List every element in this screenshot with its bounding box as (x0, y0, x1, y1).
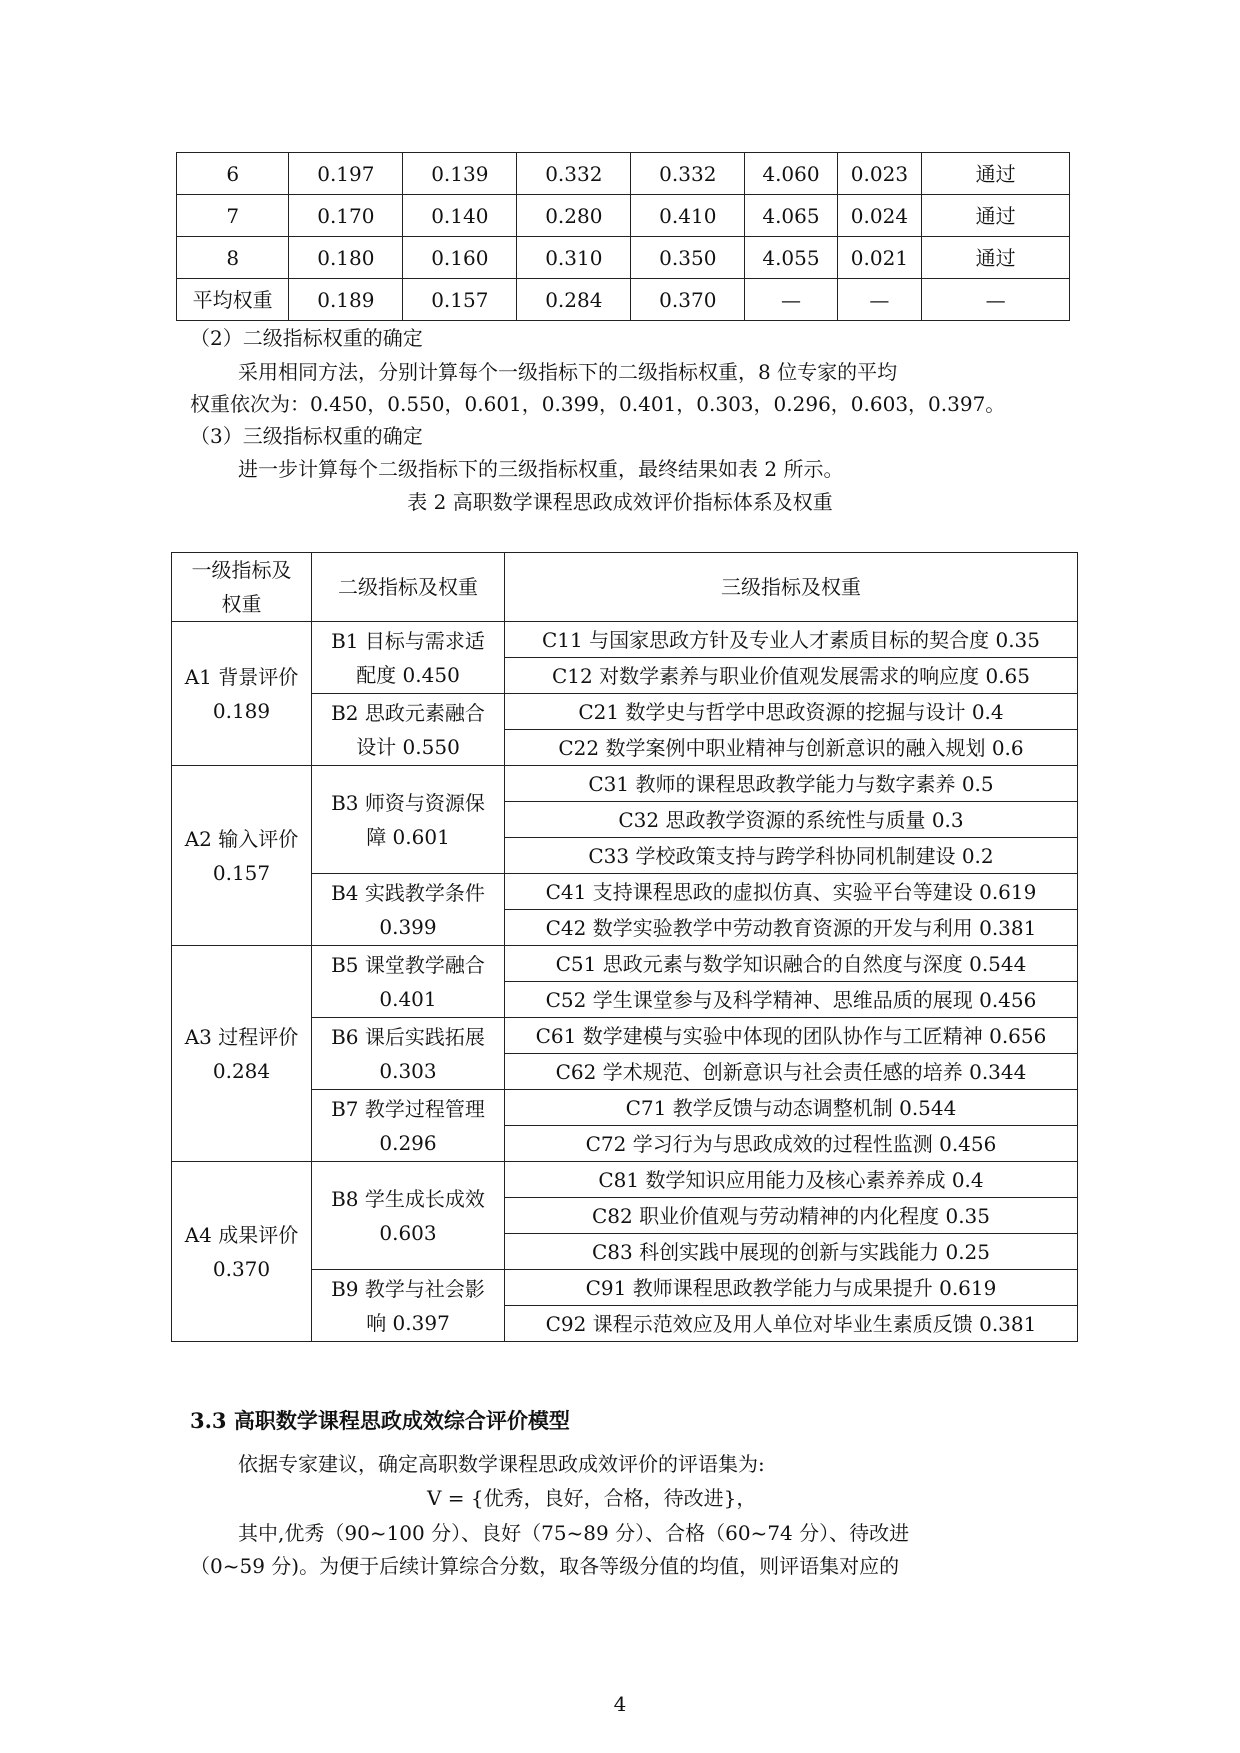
table-row (172, 622, 1078, 658)
table-cell: 0.284 (517, 279, 631, 321)
table-cell: 0.189 (289, 279, 403, 321)
table-cell: 通过 (922, 153, 1070, 195)
table-cell: — (837, 279, 922, 321)
table-cell: 0.370 (631, 279, 745, 321)
table-row (177, 279, 1070, 321)
table-cell: 平均权重 (177, 279, 289, 321)
table-cell: 0.160 (403, 237, 517, 279)
formula: V = {优秀，良好，合格，待改进}， (427, 1486, 757, 1510)
table-cell: 8 (177, 237, 289, 279)
level2-indicator-line: B4 实践教学条件 (331, 880, 485, 905)
table-cell: 4.060 (745, 153, 837, 195)
page-number: 4 (613, 1692, 627, 1716)
level3-indicator-cell: C12 对数学素养与职业价值观发展需求的响应度 0.65 (505, 658, 1078, 694)
level2-indicator-line: 0.399 (379, 914, 437, 939)
table-row (172, 946, 1078, 982)
table-row (177, 237, 1070, 279)
table-cell: — (745, 279, 837, 321)
level1-indicator-name: A4 成果评价 (184, 1222, 299, 1247)
level3-indicator-cell: C31 教师的课程思政教学能力与数字素养 0.5 (505, 766, 1078, 802)
paragraph-line: 依据专家建议，确定高职数学课程思政成效评价的评语集为: (238, 1452, 765, 1476)
level1-indicator-weight: 0.189 (212, 698, 271, 723)
level2-indicator-line: B3 师资与资源保 (331, 790, 485, 815)
level3-indicator-cell: C52 学生课堂参与及科学精神、思维品质的展现 0.456 (505, 982, 1078, 1018)
table-caption: 表 2 高职数学课程思政成效评价指标体系及权重 (407, 490, 833, 514)
level3-indicator-cell: C61 数学建模与实验中体现的团队协作与工匠精神 0.656 (505, 1018, 1078, 1054)
table-cell: 0.410 (631, 195, 745, 237)
subsection-heading-3: （3）三级指标权重的确定 (190, 424, 423, 448)
table-row (172, 1162, 1078, 1198)
table-cell: 0.139 (403, 153, 517, 195)
level3-indicator-cell: C82 职业价值观与劳动精神的内化程度 0.35 (505, 1198, 1078, 1234)
table-cell: 通过 (922, 237, 1070, 279)
level2-indicator-line: B6 课后实践拓展 (331, 1024, 485, 1049)
level1-indicator-weight: 0.157 (212, 860, 271, 885)
level2-indicator-cell (312, 766, 505, 874)
table-cell: 0.332 (517, 153, 631, 195)
level3-indicator-cell: C72 学习行为与思政成效的过程性监测 0.456 (505, 1126, 1078, 1162)
table-cell: 0.310 (517, 237, 631, 279)
level2-indicator-cell (312, 946, 505, 1018)
table-header: 三级指标及权重 (505, 553, 1078, 622)
level3-indicator-cell: C41 支持课程思政的虚拟仿真、实验平台等建设 0.619 (505, 874, 1078, 910)
level1-indicator-cell (172, 1162, 312, 1342)
paragraph-line: 进一步计算每个二级指标下的三级指标权重，最终结果如表 2 所示。 (238, 457, 844, 481)
level2-indicator-line: 响 0.397 (366, 1310, 450, 1335)
table-cell: 0.024 (837, 195, 922, 237)
table-row (172, 766, 1078, 802)
table-cell: 0.180 (289, 237, 403, 279)
level2-indicator-cell (312, 1162, 505, 1270)
table-cell: 0.197 (289, 153, 403, 195)
level3-indicator-cell: C33 学校政策支持与跨学科协同机制建设 0.2 (505, 838, 1078, 874)
level2-indicator-line: 0.401 (379, 986, 437, 1011)
table-cell: 通过 (922, 195, 1070, 237)
level3-indicator-cell: C11 与国家思政方针及专业人才素质目标的契合度 0.35 (505, 622, 1078, 658)
level2-indicator-line: 障 0.601 (366, 824, 450, 849)
level2-indicator-line: B8 学生成长成效 (331, 1186, 485, 1211)
level2-indicator-cell (312, 622, 505, 694)
level3-indicator-cell: C22 数学案例中职业精神与创新意识的融入规划 0.6 (505, 730, 1078, 766)
level3-indicator-cell: C51 思政元素与数学知识融合的自然度与深度 0.544 (505, 946, 1078, 982)
level2-indicator-cell (312, 874, 505, 946)
table-header: 一级指标及 权重 (172, 553, 312, 622)
level2-indicator-cell (312, 1090, 505, 1162)
table-cell: 0.157 (403, 279, 517, 321)
table-cell: 7 (177, 195, 289, 237)
level2-indicator-line: 0.603 (379, 1220, 437, 1245)
level3-indicator-cell: C71 教学反馈与动态调整机制 0.544 (505, 1090, 1078, 1126)
weights-table-continued (176, 152, 1070, 321)
level1-indicator-name: A1 背景评价 (184, 664, 299, 689)
level2-indicator-line: B5 课堂教学融合 (331, 952, 485, 977)
indicator-system-table (171, 552, 1078, 1342)
table-cell: 0.170 (289, 195, 403, 237)
level1-indicator-weight: 0.284 (212, 1058, 271, 1083)
section-heading: 3.3 高职数学课程思政成效综合评价模型 (190, 1408, 570, 1433)
paragraph-line: 权重依次为：0.450，0.550，0.601，0.399，0.401，0.303，0.296，0.603，0.397。 (190, 392, 1006, 416)
table-cell: 0.332 (631, 153, 745, 195)
table-cell: 4.055 (745, 237, 837, 279)
table-cell: 0.350 (631, 237, 745, 279)
level3-indicator-cell: C21 数学史与哲学中思政资源的挖掘与设计 0.4 (505, 694, 1078, 730)
level2-indicator-line: 0.296 (379, 1130, 437, 1155)
table-cell: 6 (177, 153, 289, 195)
level2-indicator-line: B9 教学与社会影 (331, 1276, 485, 1301)
level1-indicator-cell (172, 946, 312, 1162)
table-cell: 0.023 (837, 153, 922, 195)
table-header: 二级指标及权重 (312, 553, 505, 622)
table-cell: — (922, 279, 1070, 321)
level3-indicator-cell: C81 数学知识应用能力及核心素养养成 0.4 (505, 1162, 1078, 1198)
level1-indicator-weight: 0.370 (212, 1256, 271, 1281)
level3-indicator-cell: C83 科创实践中展现的创新与实践能力 0.25 (505, 1234, 1078, 1270)
level2-indicator-line: B7 教学过程管理 (331, 1096, 485, 1121)
level3-indicator-cell: C32 思政教学资源的系统性与质量 0.3 (505, 802, 1078, 838)
paragraph-line: 采用相同方法，分别计算每个一级指标下的二级指标权重，8 位专家的平均 (238, 360, 898, 384)
level1-indicator-cell (172, 622, 312, 766)
table-cell: 0.140 (403, 195, 517, 237)
level2-indicator-line: 配度 0.450 (356, 662, 460, 687)
level3-indicator-cell: C62 学术规范、创新意识与社会责任感的培养 0.344 (505, 1054, 1078, 1090)
level2-indicator-cell (312, 694, 505, 766)
level2-indicator-line: B1 目标与需求适 (331, 628, 485, 653)
level3-indicator-cell: C91 教师课程思政教学能力与成果提升 0.619 (505, 1270, 1078, 1306)
level3-indicator-cell: C42 数学实验教学中劳动教育资源的开发与利用 0.381 (505, 910, 1078, 946)
table-cell: 4.065 (745, 195, 837, 237)
table-cell: 0.280 (517, 195, 631, 237)
level1-indicator-name: A3 过程评价 (184, 1024, 299, 1049)
level2-indicator-line: 设计 0.550 (356, 734, 460, 759)
table-cell: 0.021 (837, 237, 922, 279)
level2-indicator-line: 0.303 (379, 1058, 437, 1083)
level1-indicator-name: A2 输入评价 (184, 826, 299, 851)
subsection-heading-2: （2）二级指标权重的确定 (190, 326, 423, 350)
level2-indicator-cell (312, 1270, 505, 1342)
table-row (177, 153, 1070, 195)
level2-indicator-line: B2 思政元素融合 (331, 700, 485, 725)
table-row (177, 195, 1070, 237)
paragraph-line: （0~59 分)。为便于后续计算综合分数，取各等级分值的均值，则评语集对应的 (190, 1554, 900, 1578)
paragraph-line: 其中,优秀（90~100 分）、良好（75~89 分）、合格（60~74 分）、待改进 (238, 1521, 910, 1545)
level1-indicator-cell (172, 766, 312, 946)
level3-indicator-cell: C92 课程示范效应及用人单位对毕业生素质反馈 0.381 (505, 1306, 1078, 1342)
level2-indicator-cell (312, 1018, 505, 1090)
